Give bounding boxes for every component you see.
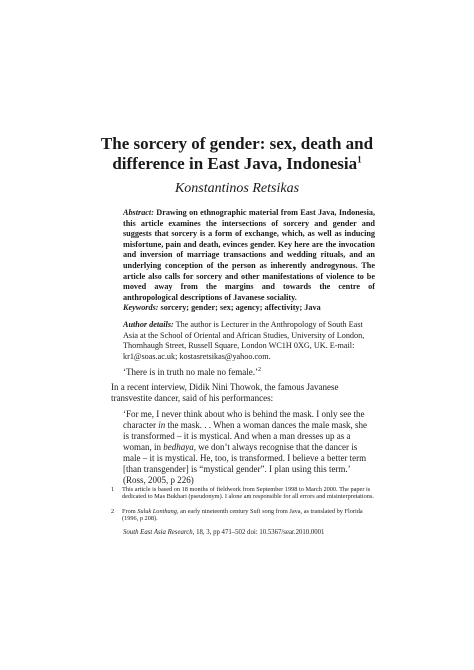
footnote-2-number: 2: [111, 508, 115, 515]
quote-part-2: the mask. . . When a woman dances the male mask, she is transformed – it is mystical. And when a man dresses up as a woman, in: [123, 420, 368, 452]
footnote-2-suffix: , an early nineteenth century Sufi song from Java, as translated by Florida (1996, p 208).: [122, 508, 363, 523]
title-line-1: The sorcery of gender: sex, death and: [100, 134, 374, 153]
quote-italic-bedhaya: bedhaya: [163, 442, 194, 452]
journal-name: South East Asia Research: [123, 529, 193, 536]
quote-part-3: , we don’t always recognise that the dancer is male – it is mystical. He, too, is transformed. I believe a better term [than transgender] is “mystical gender”. I plan using this term.’ (Ross, 2005, p 226): [123, 442, 367, 485]
keywords: [123, 303, 375, 314]
author-details-label: Author details:: [123, 320, 174, 329]
article-title: [80, 134, 394, 174]
title-line-2: difference in East Java, Indonesia: [112, 154, 358, 173]
keywords-label: Keywords:: [123, 303, 159, 312]
body-paragraph: In a recent interview, Didik Nini Thowok, the famous Javanese transvestite dancer, said of his performances:: [111, 382, 339, 403]
epigraph-footnote-marker[interactable]: 2: [257, 367, 261, 373]
epigraph-text: ‘There is in truth no male no female.’: [123, 367, 258, 377]
footnote-2: [111, 508, 375, 523]
quote-italic-in: in: [158, 420, 166, 430]
author-details-text: The author is Lecturer in the Anthropology of South East Asia at the School of Oriental and African Studies, University of London, Thornhaugh Street, Russell Square, London WC1H 0XG, UK. E-mail: kr1@soas.ac.uk; kostasretsikas@yahoo.com.: [123, 320, 365, 361]
footnote-1-text: This article is based on 18 months of fieldwork from September 1998 to March 2000. The paper is dedicated to Mas Bukhari (pseudonym). I alone am responsible for all errors and misinterpretations.: [122, 486, 374, 501]
epigraph: [123, 364, 375, 378]
abstract: [123, 208, 375, 303]
footnote-2-prefix: From: [122, 508, 138, 515]
journal-details: , 18, 3, pp 471–502 doi: 10.5367/sear.2010.0001: [192, 529, 325, 536]
footnote-2-title: Suluk Lonthang: [137, 508, 177, 515]
abstract-text: Drawing on ethnographic material from East Java, Indonesia, this article examines the intersections of sorcery and gender and suggests that sorcery is a form of exchange, which, as well as inducing misfortune, pain and death, evinces gender. Key here are the invocation and inversion of marriage transactions and wedding rituals, and an underlying conception of the person as inherently androgynous. The article also calls for sorcery and other manifestations of violence to be moved away from the margins and towards the centre of anthropological descriptions of Javanese sociality.: [123, 208, 376, 302]
title-footnote-marker[interactable]: 1: [357, 154, 362, 165]
footnote-2-text: [122, 508, 375, 523]
abstract-label: Abstract:: [123, 208, 154, 217]
author-name: Konstantinos Retsikas: [174, 181, 300, 196]
footnote-1-number: 1: [111, 486, 115, 493]
footnote-1: [111, 486, 375, 501]
journal-citation: [123, 528, 375, 537]
block-quote: [123, 409, 375, 486]
keywords-text: sorcery; gender; sex; agency; affectivity; Java: [160, 303, 321, 312]
quote-part-1: ‘For me, I never think about who is behind the mask. I only see the character: [123, 409, 365, 430]
author-details: [123, 320, 375, 362]
